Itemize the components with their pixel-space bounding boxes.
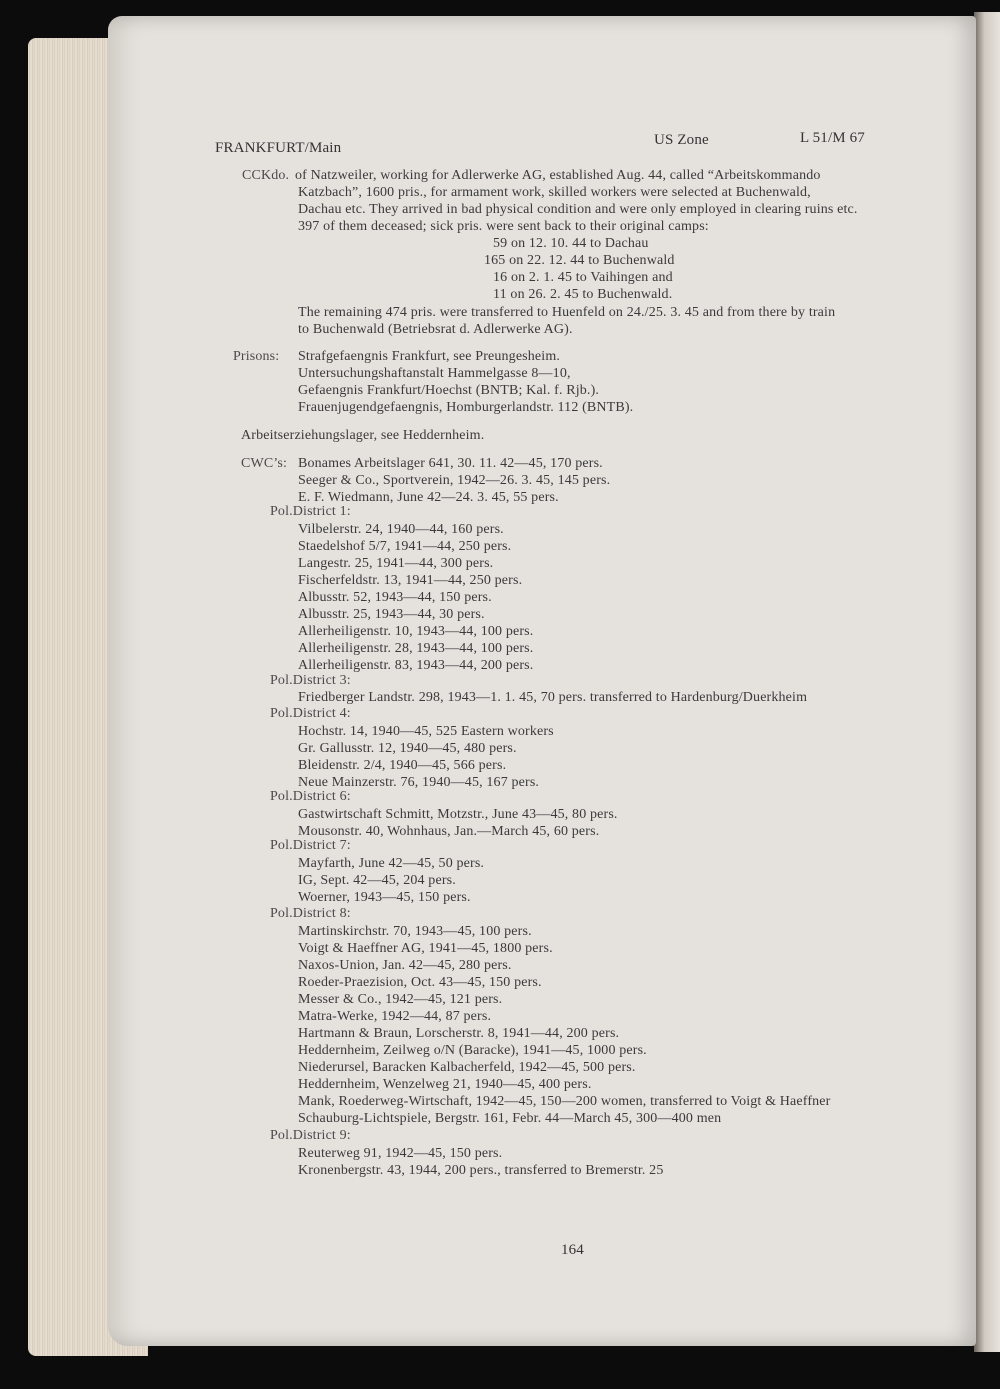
district-entry: IG, Sept. 42—45, 204 pers. <box>298 873 456 888</box>
district-entry: Allerheiligenstr. 28, 1943—44, 100 pers. <box>298 641 534 656</box>
header-location: FRANKFURT/Main <box>215 140 342 156</box>
ccdo-label: CCKdo. <box>242 168 290 183</box>
district-entry: Bleidenstr. 2/4, 1940—45, 566 pers. <box>298 758 507 773</box>
district-entry: Hartmann & Braun, Lorscherstr. 8, 1941—44, 200 pers. <box>298 1026 620 1041</box>
prison-line: Strafgefaengnis Frankfurt, see Preungesheim. <box>298 349 561 364</box>
district-entry: Woerner, 1943—45, 150 pers. <box>298 890 471 905</box>
district-entry: Langestr. 25, 1941—44, 300 pers. <box>298 556 494 571</box>
district-entry: Roeder-Praezision, Oct. 43—45, 150 pers. <box>298 975 542 990</box>
district-entry: Mayfarth, June 42—45, 50 pers. <box>298 856 485 871</box>
page-number: 164 <box>561 1242 584 1258</box>
district-entry: Friedberger Landstr. 298, 1943—1. 1. 45, 70 pers. transferred to Hardenburg/Duerkheim <box>298 690 808 705</box>
district-entry: Kronenbergstr. 43, 1944, 200 pers., transferred to Bremerstr. 25 <box>298 1163 664 1178</box>
district-entry: Niederursel, Baracken Kalbacherfeld, 1942—45, 500 pers. <box>298 1060 636 1075</box>
arbeitserziehungslager-line: Arbeitserziehungslager, see Heddernheim. <box>241 428 485 443</box>
transfer-line: 16 on 2. 1. 45 to Vaihingen and <box>493 270 673 285</box>
district-entry: Heddernheim, Zeilweg o/N (Baracke), 1941—45, 1000 pers. <box>298 1043 647 1058</box>
district-label: Pol.District 1: <box>270 504 351 519</box>
prison-line: Gefaengnis Frankfurt/Hoechst (BNTB; Kal. f. Rjb.). <box>298 383 600 398</box>
ccdo-line: Dachau etc. They arrived in bad physical condition and were only employed in clearing ruins etc. <box>298 202 858 217</box>
district-entry: Messer & Co., 1942—45, 121 pers. <box>298 992 503 1007</box>
district-entry: Albusstr. 52, 1943—44, 150 pers. <box>298 590 492 605</box>
ccdo-line: 397 of them deceased; sick pris. were sent back to their original camps: <box>298 219 709 234</box>
ccdo-closing: The remaining 474 pris. were transferred to Huenfeld on 24./25. 3. 45 and from there by train <box>298 305 836 320</box>
prison-line: Frauenjugendgefaengnis, Homburgerlandstr. 112 (BNTB). <box>298 400 634 415</box>
district-entry: Albusstr. 25, 1943—44, 30 pers. <box>298 607 485 622</box>
district-entry: Schauburg-Lichtspiele, Bergstr. 161, Febr. 44—March 45, 300—400 men <box>298 1111 722 1126</box>
header-zone: US Zone <box>654 132 709 148</box>
district-label: Pol.District 4: <box>270 706 351 721</box>
transfer-line: 165 on 22. 12. 44 to Buchenwald <box>484 253 675 268</box>
district-entry: Gr. Gallusstr. 12, 1940—45, 480 pers. <box>298 741 517 756</box>
district-entry: Naxos-Union, Jan. 42—45, 280 pers. <box>298 958 512 973</box>
district-label: Pol.District 9: <box>270 1128 351 1143</box>
district-entry: Mousonstr. 40, Wohnhaus, Jan.—March 45, 60 pers. <box>298 824 600 839</box>
district-entry: Matra-Werke, 1942—44, 87 pers. <box>298 1009 492 1024</box>
transfer-line: 59 on 12. 10. 44 to Dachau <box>493 236 649 251</box>
ccdo-line: Katzbach”, 1600 pris., for armament work, skilled workers were selected at Buchenwald, <box>298 185 811 200</box>
ccdo-closing: to Buchenwald (Betriebsrat d. Adlerwerke AG). <box>298 322 573 337</box>
district-entry: Mank, Roederweg-Wirtschaft, 1942—45, 150—200 women, transferred to Voigt & Haeffner <box>298 1094 831 1109</box>
district-label: Pol.District 3: <box>270 673 351 688</box>
district-entry: Vilbelerstr. 24, 1940—44, 160 pers. <box>298 522 504 537</box>
district-entry: Martinskirchstr. 70, 1943—45, 100 pers. <box>298 924 532 939</box>
district-entry: Reuterweg 91, 1942—45, 150 pers. <box>298 1146 503 1161</box>
district-entry: Gastwirtschaft Schmitt, Motzstr., June 43—45, 80 pers. <box>298 807 618 822</box>
district-label: Pol.District 8: <box>270 906 351 921</box>
prison-line: Untersuchungshaftanstalt Hammelgasse 8—10, <box>298 366 571 381</box>
transfer-line: 11 on 26. 2. 45 to Buchenwald. <box>493 287 673 302</box>
district-entry: Heddernheim, Wenzelweg 21, 1940—45, 400 pers. <box>298 1077 592 1092</box>
district-entry: Staedelshof 5/7, 1941—44, 250 pers. <box>298 539 512 554</box>
district-entry: Neue Mainzerstr. 76, 1940—45, 167 pers. <box>298 775 540 790</box>
cwc-line: E. F. Wiedmann, June 42—24. 3. 45, 55 pers. <box>298 490 559 505</box>
cwc-label: CWC’s: <box>241 456 288 471</box>
district-entry: Hochstr. 14, 1940—45, 525 Eastern workers <box>298 724 554 739</box>
district-entry: Voigt & Haeffner AG, 1941—45, 1800 pers. <box>298 941 553 956</box>
district-label: Pol.District 7: <box>270 838 351 853</box>
ccdo-line: of Natzweiler, working for Adlerwerke AG, established Aug. 44, called “Arbeitskommando <box>295 168 821 183</box>
cwc-line: Seeger & Co., Sportverein, 1942—26. 3. 45, 145 pers. <box>298 473 611 488</box>
facing-page-edge <box>974 12 1000 1352</box>
district-entry: Allerheiligenstr. 83, 1943—44, 200 pers. <box>298 658 534 673</box>
district-entry: Fischerfeldstr. 13, 1941—44, 250 pers. <box>298 573 523 588</box>
book-page <box>108 16 976 1346</box>
header-reference: L 51/M 67 <box>800 130 865 146</box>
cwc-line: Bonames Arbeitslager 641, 30. 11. 42—45, 170 pers. <box>298 456 603 471</box>
district-label: Pol.District 6: <box>270 789 351 804</box>
prisons-label: Prisons: <box>233 349 280 364</box>
district-entry: Allerheiligenstr. 10, 1943—44, 100 pers. <box>298 624 534 639</box>
